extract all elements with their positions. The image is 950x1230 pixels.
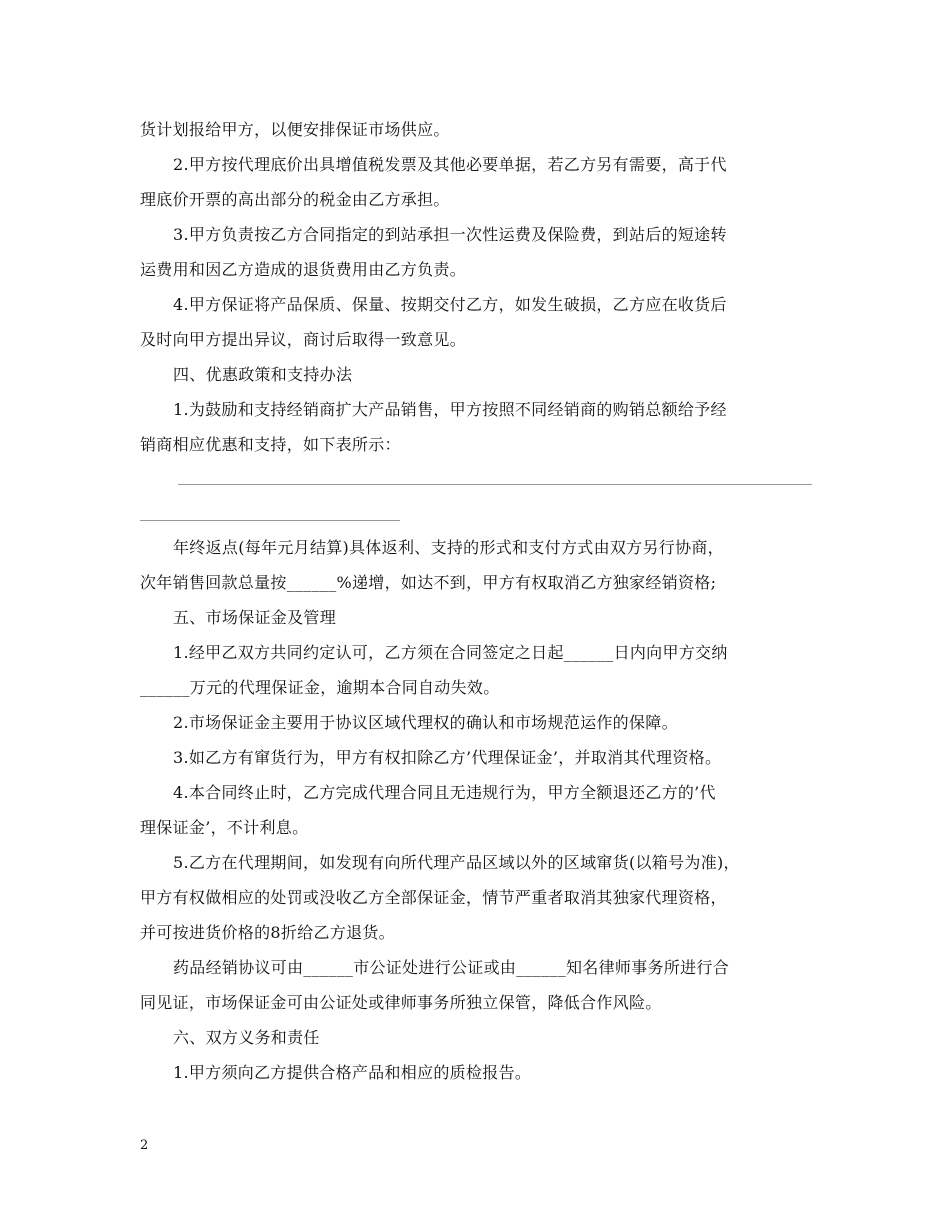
text-line: 4.甲方保证将产品保质、保量、按期交付乙方，如发生破损，乙方应在收货后: [173, 295, 727, 314]
text-line: 及时向甲方提出异议，商讨后取得一致意见。: [140, 330, 467, 349]
page-number: 2: [140, 1138, 149, 1153]
text-line: 销商相应优惠和支持，如下表所示：: [140, 435, 401, 454]
text-line: 1.经甲乙双方共同约定认可，乙方须在合同签定之日起______日内向甲方交纳: [173, 643, 728, 662]
text-line: 运费用和因乙方造成的退货费用由乙方负责。: [140, 260, 467, 279]
table-bottom-rule: [140, 520, 400, 521]
section-heading: 五、市场保证金及管理: [173, 608, 337, 627]
text-line: 2.甲方按代理底价出具增值税发票及其他必要单据，若乙方另有需要，高于代: [173, 155, 727, 174]
text-line: 4.本合同终止时，乙方完成代理合同且无违规行为，甲方全额退还乙方的’代: [173, 783, 716, 802]
text-line: 药品经销协议可由______市公证处进行公证或由______知名律师事务所进行合: [173, 958, 730, 977]
text-line: 3.如乙方有窜货行为，甲方有权扣除乙方’代理保证金’，并取消其代理资格。: [173, 748, 722, 767]
text-line: 次年销售回款总量按______%递增，如达不到，甲方有权取消乙方独家经销资格;: [140, 573, 717, 592]
table-top-rule: [178, 484, 812, 485]
text-line: ______万元的代理保证金，逾期本合同自动失效。: [140, 678, 500, 697]
section-heading: 四、优惠政策和支持办法: [173, 365, 353, 384]
text-line: 年终返点(每年元月结算)具体返利、支持的形式和支付方式由双方另行协商，: [173, 538, 724, 557]
text-line: 5.乙方在代理期间，如发现有向所代理产品区域以外的区域窜货(以箱号为准)，: [173, 853, 740, 872]
text-line: 理底价开票的高出部分的税金由乙方承担。: [140, 190, 450, 209]
text-line: 2.市场保证金主要用于协议区域代理权的确认和市场规范运作的保障。: [173, 713, 678, 732]
section-heading: 六、双方义务和责任: [173, 1028, 320, 1047]
text-line: 理保证金’，不计利息。: [140, 818, 309, 837]
text-line: 货计划报给甲方，以便安排保证市场供应。: [140, 120, 450, 139]
text-line: 3.甲方负责按乙方合同指定的到站承担一次性运费及保险费，到站后的短途转: [173, 225, 727, 244]
text-line: 同见证，市场保证金可由公证处或律师事务所独立保管，降低合作风险。: [140, 993, 662, 1012]
text-line: 1.为鼓励和支持经销商扩大产品销售，甲方按照不同经销商的购销总额给予经: [173, 400, 727, 419]
text-line: 并可按进货价格的8折给乙方退货。: [140, 923, 395, 942]
text-line: 甲方有权做相应的处罚或没收乙方全部保证金，情节严重者取消其独家代理资格，: [140, 888, 727, 907]
text-line: 1.甲方须向乙方提供合格产品和相应的质检报告。: [173, 1063, 532, 1082]
